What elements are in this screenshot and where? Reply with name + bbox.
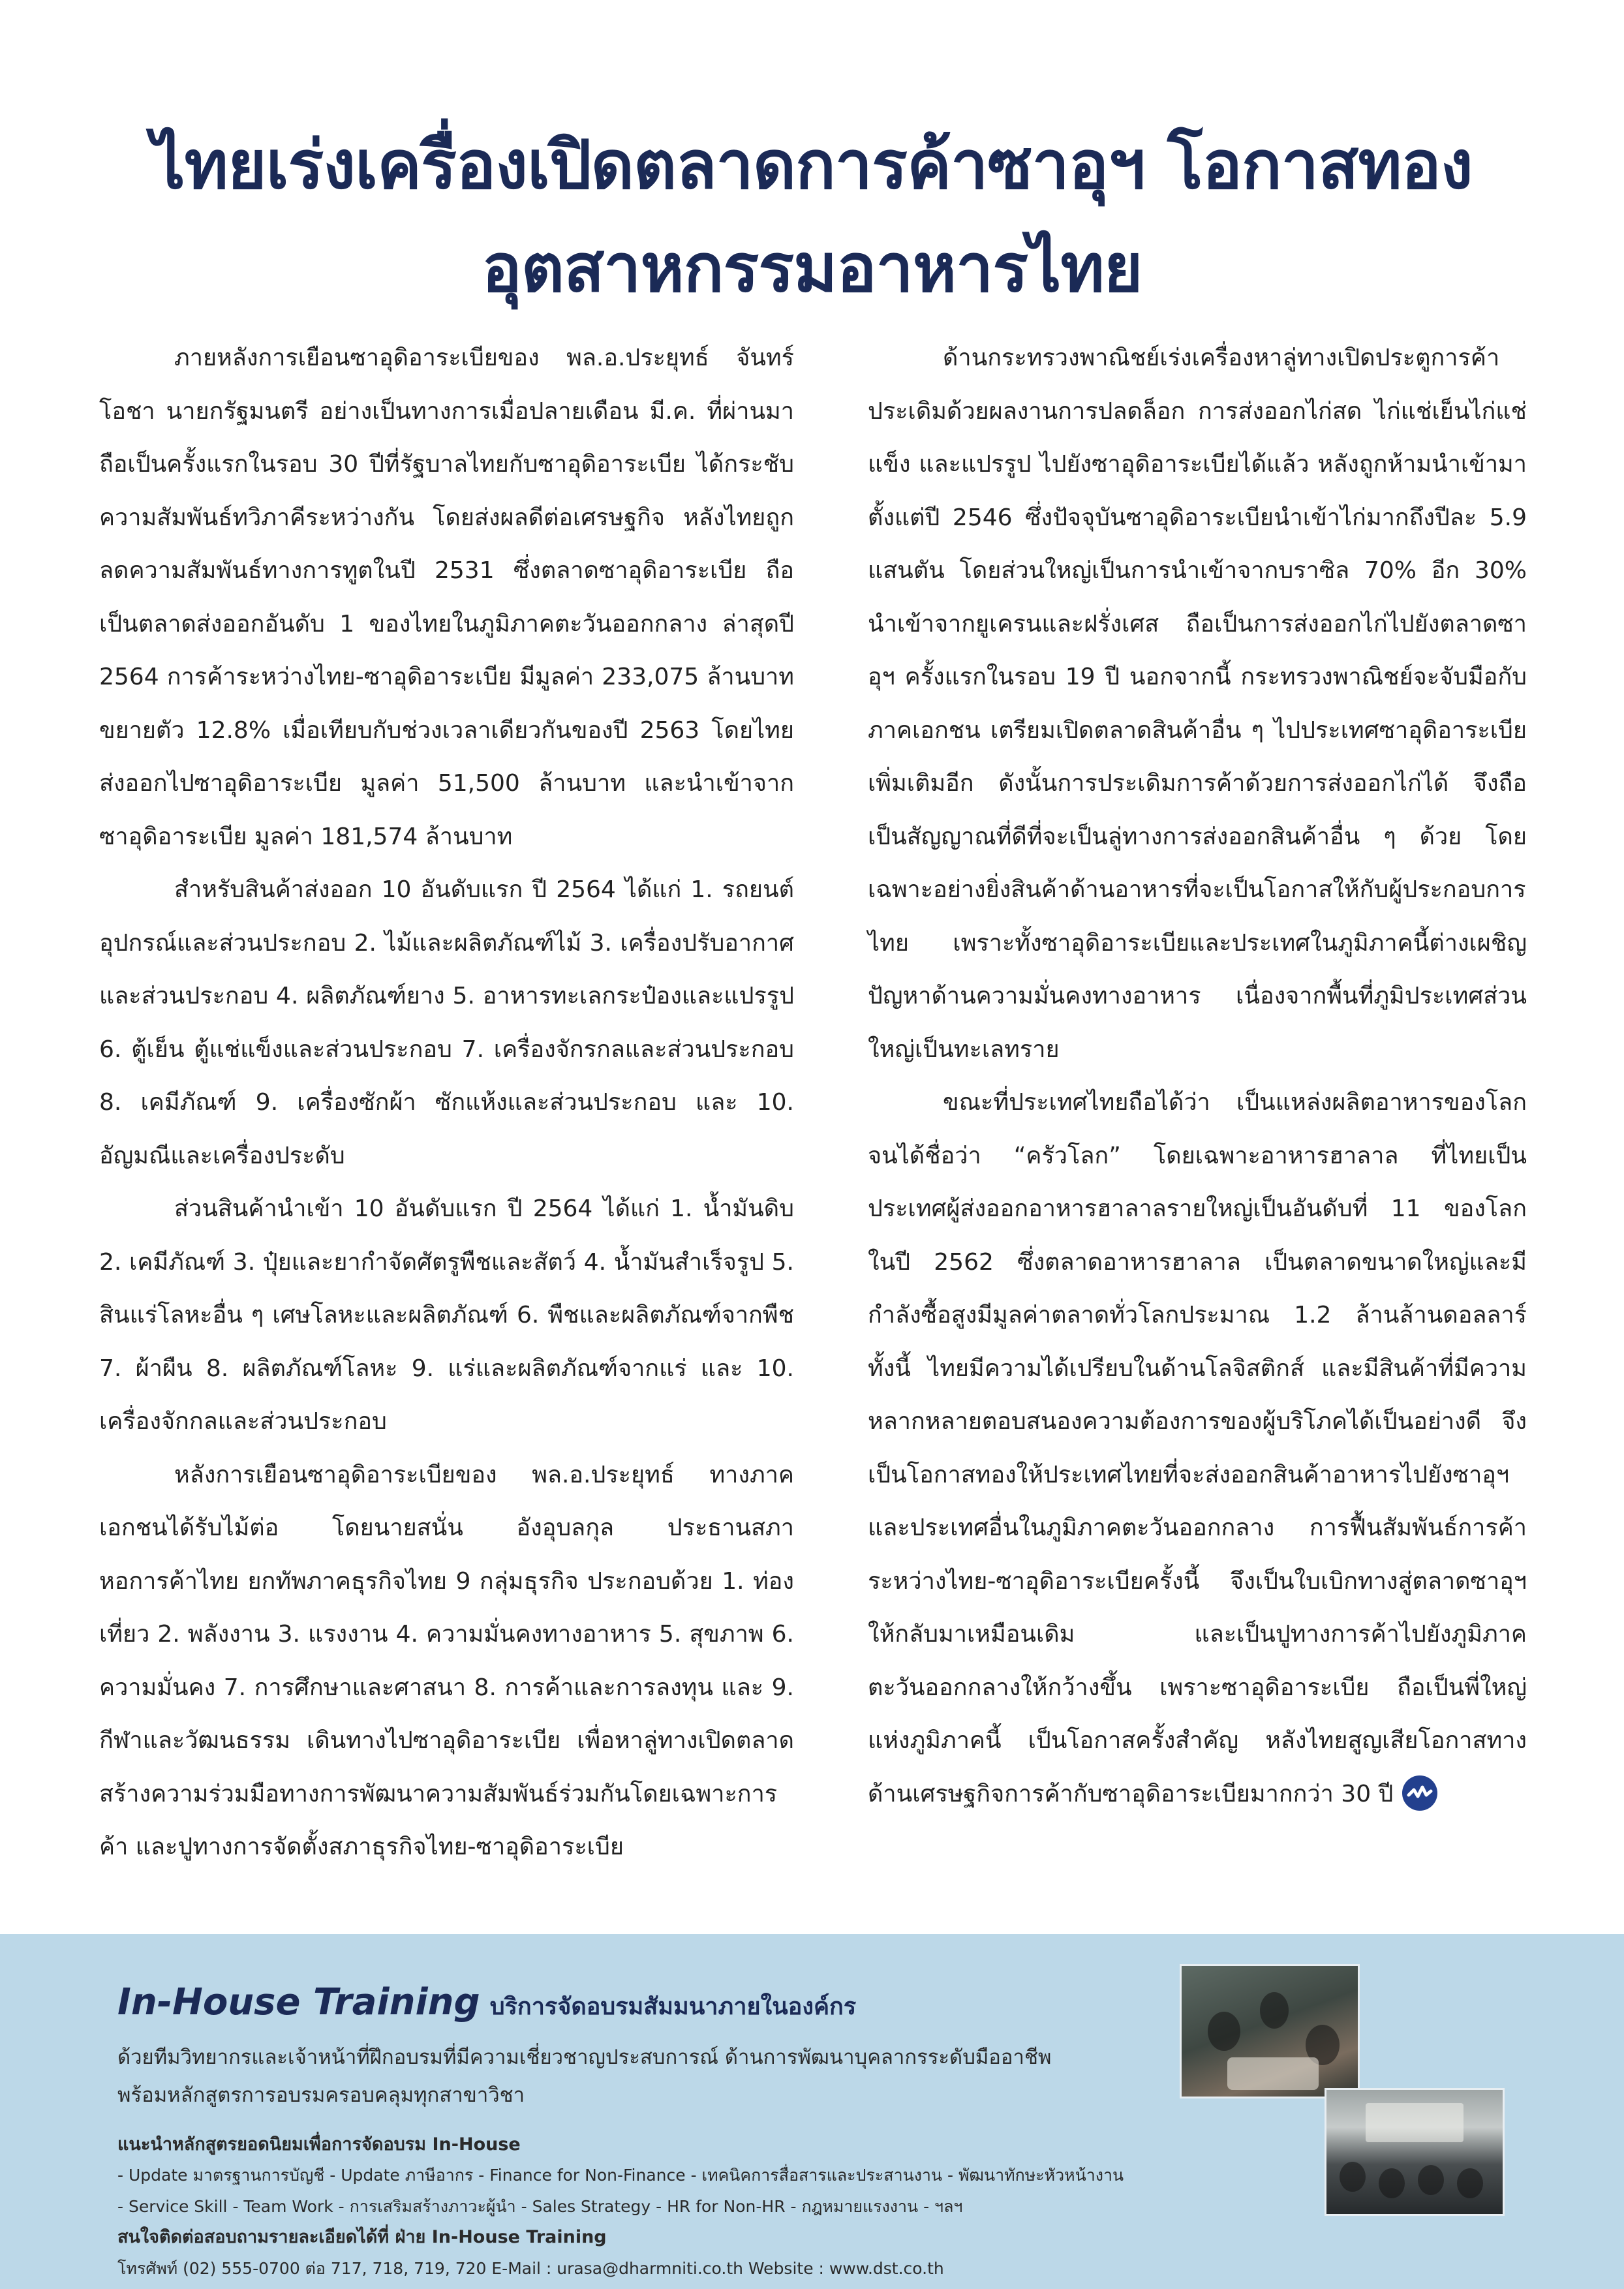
footer-description-line: ด้วยทีมวิทยากรและเจ้าหน้าที่ฝึกอบรมที่มีความเชี่ยวชาญประสบการณ์ ด้านการพัฒนาบุคลากรระดับมืออาชีพ bbox=[117, 2046, 1052, 2069]
article-paragraph: ภายหลังการเยือนซาอุดิอาระเบียของ พล.อ.ประยุทธ์ จันทร์โอชา นายกรัฐมนตรี อย่างเป็นทางการเมื่อปลายเดือน มี.ค. ที่ผ่านมา ถือเป็นครั้งแรกในรอบ 30 ปีที่รัฐบาลไทยกับซาอุดิอาระเบีย ได้กระชับความสัมพันธ์ทวิภาคีระหว่างกัน โดยส่งผลดีต่อเศรษฐกิจ หลังไทยถูกลดความสัมพันธ์ทางการทูตในปี 2531 ซึ่งตลาดซาอุดิอาระเบีย ถือเป็นตลาดส่งออกอันดับ 1 ของไทยในภูมิภาคตะวันออกกลาง ล่าสุดปี 2564 การค้าระหว่างไทย-ซาอุดิอาระเบีย มีมูลค่า 233,075 ล้านบาท ขยายตัว 12.8% เมื่อเทียบกับช่วงเวลาเดียวกันของปี 2563 โดยไทยส่งออกไปซาอุดิอาระเบีย มูลค่า 51,500 ล้านบาท และนำเข้าจากซาอุดิอาระเบีย มูลค่า 181,574 ล้านบาท bbox=[99, 345, 794, 850]
article-title bbox=[65, 114, 1559, 320]
footer-brand: In-House Training bbox=[117, 1981, 480, 2023]
footer-courses-line: - Update มาตรฐานการบัญชี - Update ภาษีอากร - Finance for Non-Finance - เทคนิคการสื่อสารและประสานงาน - พัฒนาทักษะหัวหน้างาน bbox=[117, 2166, 1124, 2185]
footer-heading bbox=[117, 1981, 856, 2025]
article-paragraph: สำหรับสินค้าส่งออก 10 อันดับแรก ปี 2564 ได้แก่ 1. รถยนต์ อุปกรณ์และส่วนประกอบ 2. ไม้และผลิตภัณฑ์ไม้ 3. เครื่องปรับอากาศและส่วนประกอบ 4. ผลิตภัณฑ์ยาง 5. อาหารทะเลกระป๋องและแปรรูป 6. ตู้เย็น ตู้แช่แข็งและส่วนประกอบ 7. เครื่องจักรกลและส่วนประกอบ 8. เคมีภัณฑ์ 9. เครื่องซักผ้า ซักแห้งและส่วนประกอบ และ 10. อัญมณีและเครื่องประดับ bbox=[99, 876, 794, 1169]
footer-brand-subtitle: บริการจัดอบรมสัมมนาภายในองค์กร bbox=[489, 1993, 857, 2020]
training-photo-classroom bbox=[1325, 2088, 1505, 2216]
article-paragraph-last bbox=[868, 1076, 1527, 1820]
footer-description bbox=[117, 2038, 1161, 2114]
article-column-right bbox=[868, 331, 1527, 1820]
footer-courses-line: - Service Skill - Team Work - การเสริมสร้างภาวะผู้นำ - Sales Strategy - HR for Non-HR - กฎหมายแรงงาน - ฯลฯ bbox=[117, 2197, 963, 2216]
footer-courses-title: แนะนำหลักสูตรยอดนิยมเพื่อการจัดอบรม In-House bbox=[117, 2134, 521, 2155]
footer-contact-title: สนใจติดต่อสอบถามรายละเอียดได้ที่ ฝ่าย In-House Training bbox=[117, 2227, 607, 2247]
article-paragraph: ส่วนสินค้านำเข้า 10 อันดับแรก ปี 2564 ได้แก่ 1. น้ำมันดิบ 2. เคมีภัณฑ์ 3. ปุ๋ยและยากำจัดศัตรูพืชและสัตว์ 4. น้ำมันสำเร็จรูป 5. สินแร่โลหะอื่น ๆ เศษโลหะและผลิตภัณฑ์ 6. พืชและผลิตภัณฑ์จากพืช 7. ผ้าผืน 8. ผลิตภัณฑ์โลหะ 9. แร่และผลิตภัณฑ์จากแร่ และ 10. เครื่องจักกลและส่วนประกอบ bbox=[99, 1195, 794, 1435]
training-photo-meeting bbox=[1180, 1964, 1360, 2098]
article-column-left bbox=[99, 331, 794, 1874]
article-title-line-1: ไทยเร่งเครื่องเปิดตลาดการค้าซาอุฯ โอกาสทอง bbox=[151, 127, 1473, 204]
footer-contact: โทรศัพท์ (02) 555-0700 ต่อ 717, 718, 719, 720 E-Mail : urasa@dharmniti.co.th Website : www.dst.co.th bbox=[117, 2259, 944, 2278]
article-title-line-2: อุตสาหกรรมอาหารไทย bbox=[482, 230, 1142, 307]
publisher-logo-icon bbox=[1402, 1775, 1437, 1811]
footer-courses bbox=[117, 2160, 1161, 2222]
article-paragraph: หลังการเยือนซาอุดิอาระเบียของ พล.อ.ประยุทธ์ ทางภาคเอกชนได้รับไม้ต่อ โดยนายสนั่น อังอุบลกุล ประธานสภาหอการค้าไทย ยกทัพภาคธุรกิจไทย 9 กลุ่มธุรกิจ ประกอบด้วย 1. ท่องเที่ยว 2. พลังงาน 3. แรงงาน 4. ความมั่นคงทางอาหาร 5. สุขภาพ 6. ความมั่นคง 7. การศึกษาและศาสนา 8. การค้าและการลงทุน และ 9. กีฬาและวัฒนธรรม เดินทางไปซาอุดิอาระเบีย เพื่อหาลู่ทางเปิดตลาด สร้างความร่วมมือทางการพัฒนาความสัมพันธ์ร่วมกันโดยเฉพาะการค้า และปูทางการจัดตั้งสภาธุรกิจไทย-ซาอุดิอาระเบีย bbox=[99, 1461, 794, 1860]
article-paragraph: ด้านกระทรวงพาณิชย์เร่งเครื่องหาลู่ทางเปิดประตูการค้าประเดิมด้วยผลงานการปลดล็อก การส่งออกไก่สด ไก่แช่เย็นไก่แช่แข็ง และแปรรูป ไปยังซาอุดิอาระเบียได้แล้ว หลังถูกห้ามนำเข้ามาตั้งแต่ปี 2546 ซึ่งปัจจุบันซาอุดิอาระเบียนำเข้าไก่มากถึงปีละ 5.9 แสนตัน โดยส่วนใหญ่เป็นการนำเข้าจากบราซิล 70% อีก 30% นำเข้าจากยูเครนและฝรั่งเศส ถือเป็นการส่งออกไก่ไปยังตลาดซาอุฯ ครั้งแรกในรอบ 19 ปี นอกจากนี้ กระทรวงพาณิชย์จะจับมือกับภาคเอกชน เตรียมเปิดตลาดสินค้าอื่น ๆ ไปประเทศซาอุดิอาระเบียเพิ่มเติมอีก ดังนั้นการประเดิมการค้าด้วยการส่งออกไก่ได้ จึงถือเป็นสัญญาณที่ดีที่จะเป็นลู่ทางการส่งออกสินค้าอื่น ๆ ด้วย โดยเฉพาะอย่างยิ่งสินค้าด้านอาหารที่จะเป็นโอกาสให้กับผู้ประกอบการไทย เพราะทั้งซาอุดิอาระเบียและประเทศในภูมิภาคนี้ต่างเผชิญปัญหาด้านความมั่นคงทางอาหาร เนื่องจากพื้นที่ภูมิประเทศส่วนใหญ่เป็นทะเลทราย bbox=[868, 345, 1527, 1063]
footer-description-line: พร้อมหลักสูตรการอบรมครอบคลุมทุกสาขาวิชา bbox=[117, 2083, 525, 2107]
article-paragraph-text: ขณะที่ประเทศไทยถือได้ว่า เป็นแหล่งผลิตอาหารของโลกจนได้ชื่อว่า “ครัวโลก” โดยเฉพาะอาหารฮาลาล ที่ไทยเป็นประเทศผู้ส่งออกอาหารฮาลาลรายใหญ่เป็นอันดับที่ 11 ของโลก ในปี 2562 ซึ่งตลาดอาหารฮาลาล เป็นตลาดขนาดใหญ่และมีกำลังซื้อสูงมีมูลค่าตลาดทั่วโลกประมาณ 1.2 ล้านล้านดอลลาร์ ทั้งนี้ ไทยมีความได้เปรียบในด้านโลจิสติกส์ และมีสินค้าที่มีความหลากหลายตอบสนองความต้องการของผู้บริโภคได้เป็นอย่างดี จึงเป็นโอกาสทองให้ประเทศไทยที่จะส่งออกสินค้าอาหารไปยังซาอุฯและประเทศอื่นในภูมิภาคตะวันออกกลาง การฟื้นสัมพันธ์การค้าระหว่างไทย-ซาอุดิอาระเบียครั้งนี้ จึงเป็นใบเบิกทางสู่ตลาดซาอุฯให้กลับมาเหมือนเดิม และเป็นปูทางการค้าไปยังภูมิภาคตะวันออกกลางให้กว้างขึ้น เพราะซาอุดิอาระเบีย ถือเป็นพี่ใหญ่แห่งภูมิภาคนี้ เป็นโอกาสครั้งสำคัญ หลังไทยสูญเสียโอกาสทางด้านเศรษฐกิจการค้ากับซาอุดิอาระเบียมากกว่า 30 ปี bbox=[868, 1089, 1527, 1807]
